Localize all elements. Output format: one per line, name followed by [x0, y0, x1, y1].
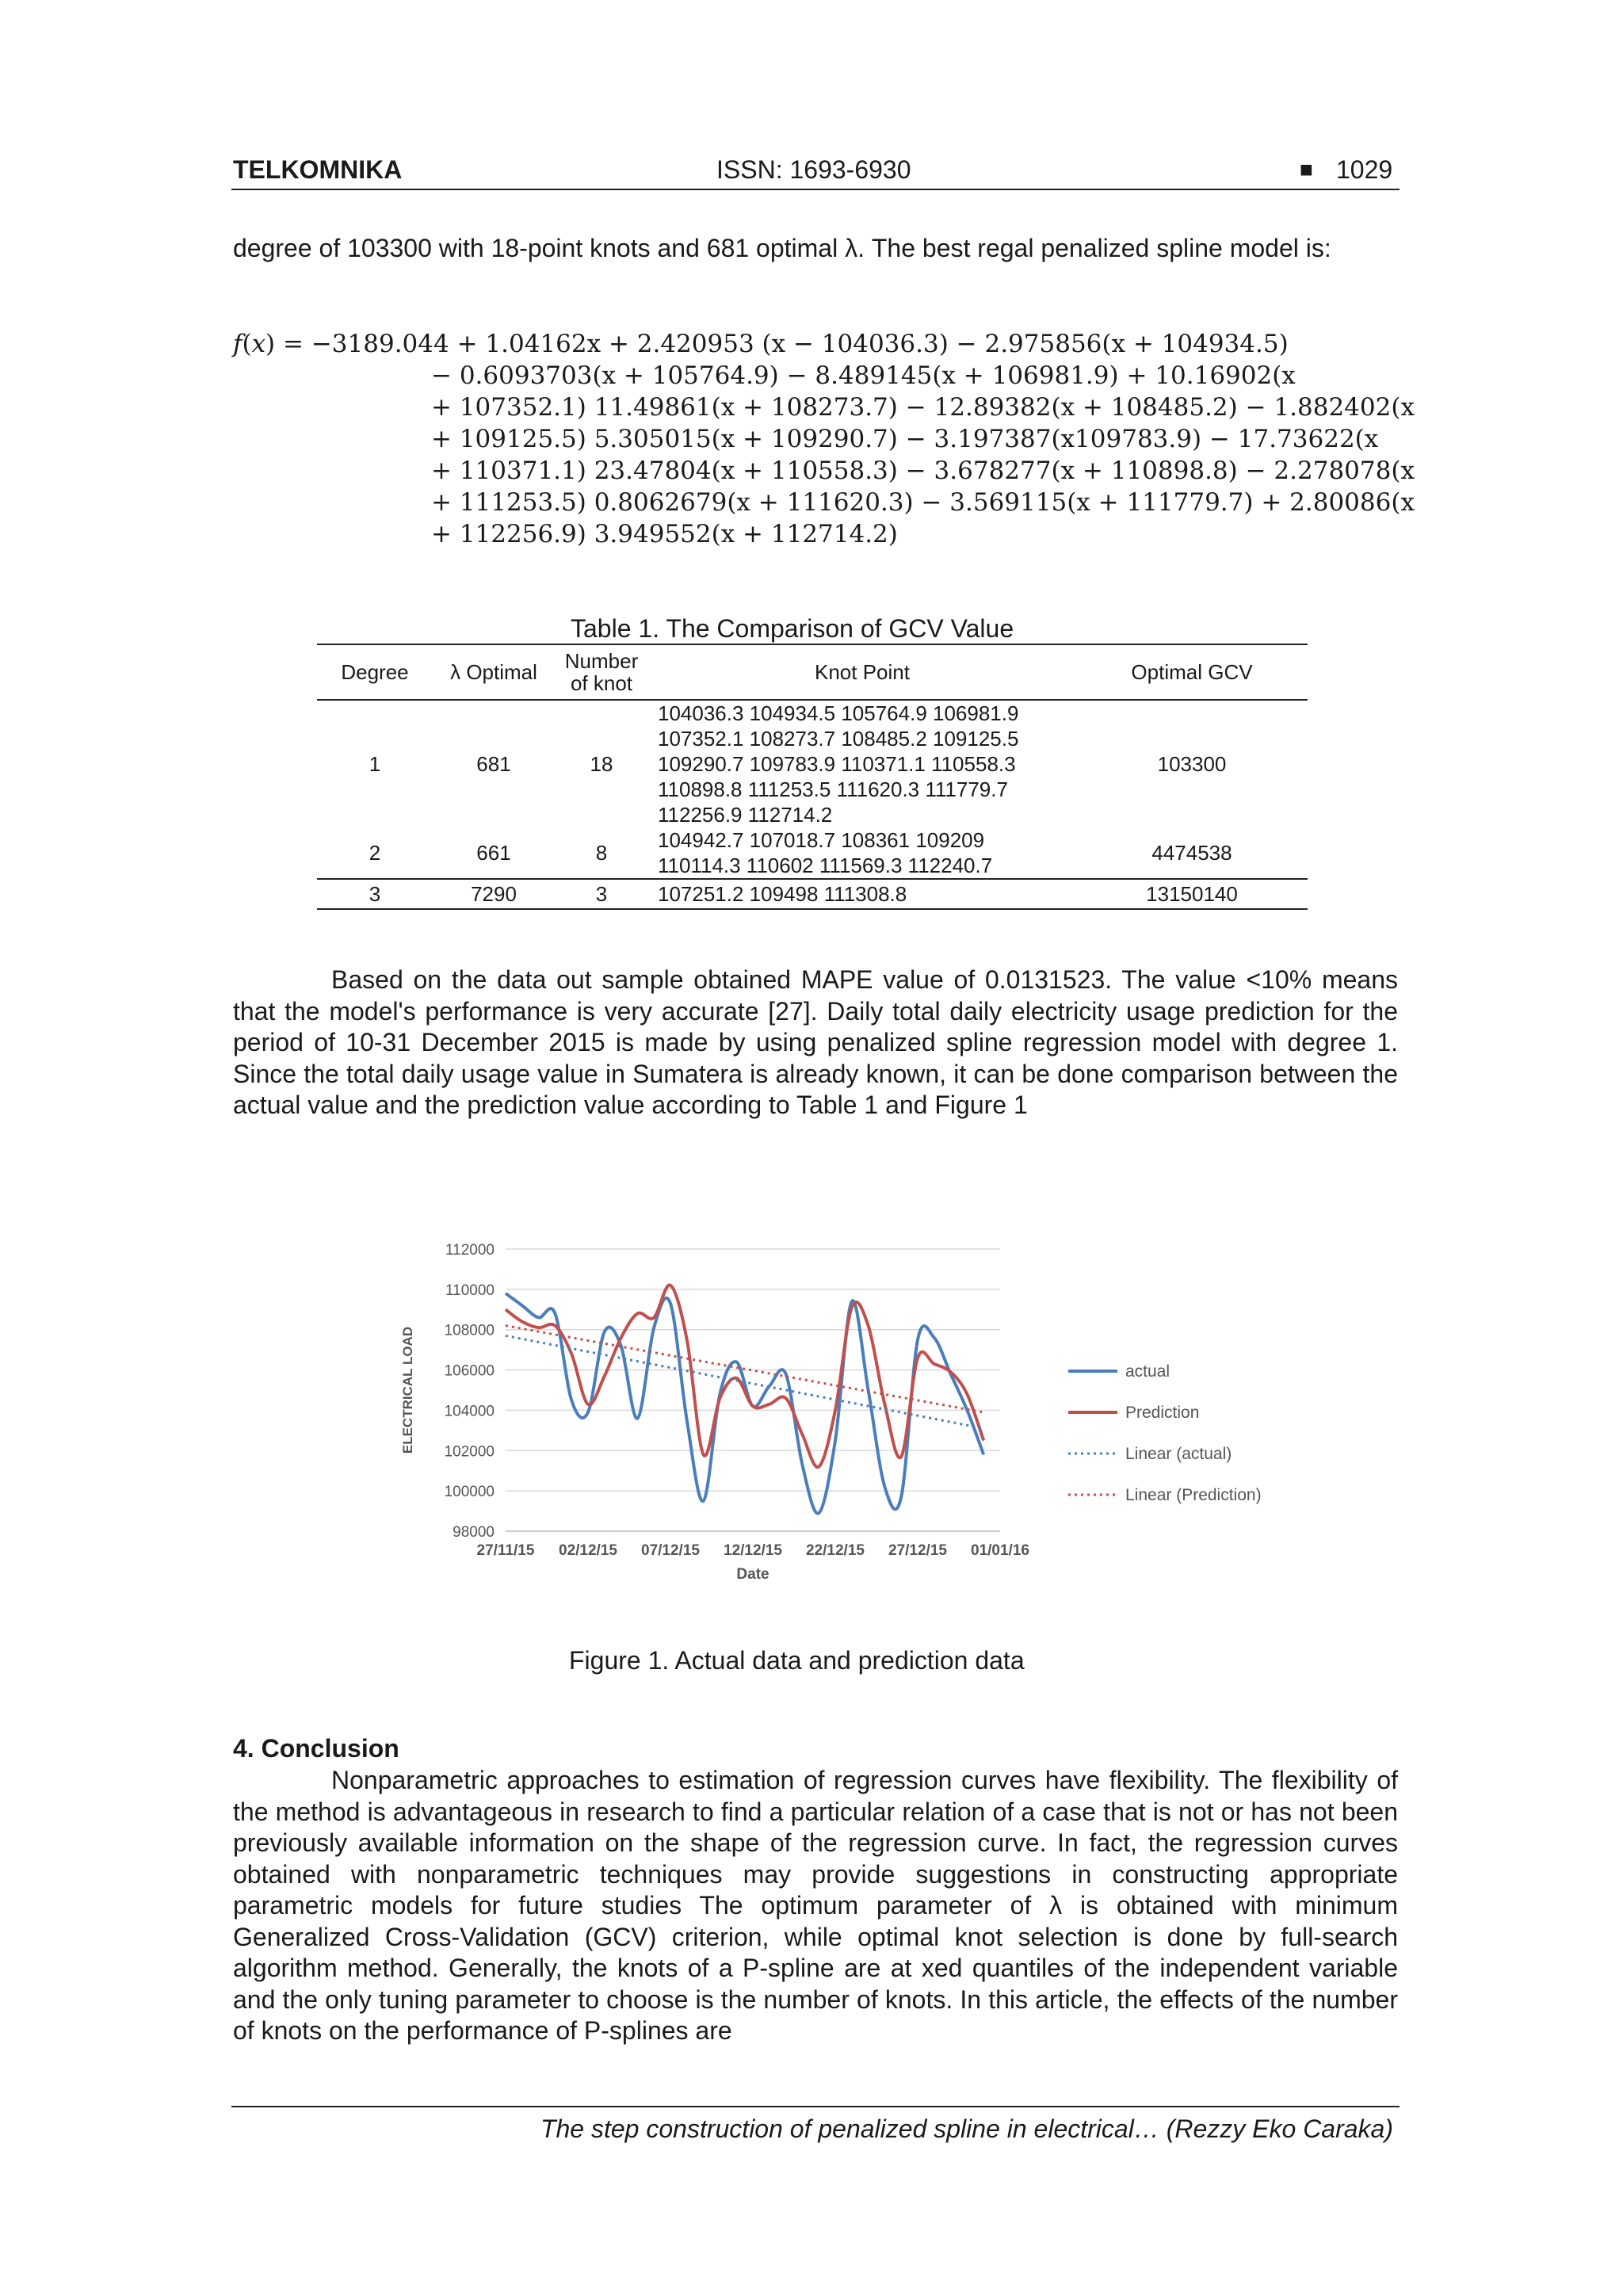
knot-line: 110114.3 110602 111569.3 112240.7: [658, 854, 993, 877]
y-tick-label: 110000: [445, 1282, 495, 1299]
table-caption: Table 1. The Comparison of GCV Value: [571, 614, 1014, 643]
running-footer: The step construction of penalized spline in electrical… (Rezzy Eko Caraka): [540, 2115, 1393, 2143]
cell-knot-points: [648, 827, 1076, 879]
knot-line: 107352.1 108273.7 108485.2 109125.5: [658, 727, 1019, 751]
series-line-actual: [506, 1293, 983, 1514]
knot-line: 110898.8 111253.5 111620.3 111779.7: [658, 777, 1008, 801]
equation-line: + 112256.9) 3.949552(x + 112714.2): [431, 520, 898, 548]
legend-label: Prediction: [1125, 1404, 1200, 1422]
journal-name: TELKOMNIKA: [233, 155, 403, 184]
figure-1-chart: [388, 1228, 1292, 1593]
cell-lambda: 681: [476, 751, 511, 776]
cell-lambda: 7290: [433, 879, 555, 909]
header-lambda: λ Optimal: [433, 644, 555, 700]
y-tick-label: 102000: [444, 1443, 495, 1461]
cell-gcv: 13150140: [1076, 879, 1308, 909]
legend-label: actual: [1125, 1362, 1170, 1381]
header-knots-count: Number of knot: [555, 644, 648, 700]
table-row: [317, 827, 1308, 879]
x-tick-label: 22/12/15: [806, 1542, 865, 1559]
x-axis-label: Date: [736, 1566, 769, 1583]
results-paragraph: Based on the data out sample obtained MAPE value of 0.0131523. The value <10% means that the model's performance is very accurate [27]. Daily total daily electricity usage prediction for the period of 10-31 December 2015 is made by using penalized spline regression model with degree 1. Since the total daily usage value in Sumatera is already known, it can be done comparison between the actual value and the prediction value according to Table 1 and Figure 1: [233, 965, 1398, 1119]
cell-knot-points: [648, 879, 1076, 909]
cell-knots-count: 18: [590, 751, 613, 776]
page-marker-icon: ■: [1300, 157, 1313, 181]
x-tick-label: 12/12/15: [724, 1542, 782, 1559]
x-tick-label: 01/01/16: [971, 1542, 1029, 1559]
knot-line: 112256.9 112714.2: [658, 803, 833, 827]
knot-line: 109290.7 109783.9 110371.1 110558.3: [658, 752, 1016, 776]
figure-caption: Figure 1. Actual data and prediction data: [569, 1646, 1025, 1675]
legend-label: Linear (actual): [1125, 1445, 1232, 1463]
equation-line: + 109125.5) 5.305015(x + 109290.7) − 3.197387(x109783.9) − 17.73622(x: [431, 425, 1379, 453]
cell-gcv: 4474538: [1151, 840, 1232, 865]
x-tick-label: 27/12/15: [888, 1542, 947, 1559]
cell-knot-points: [648, 700, 1076, 827]
cell-gcv: 103300: [1157, 751, 1227, 776]
knot-line: 104942.7 107018.7 108361 109209: [658, 828, 985, 852]
y-tick-label: 112000: [445, 1242, 495, 1259]
table-row: [317, 700, 1308, 827]
cell-knots-count: 8: [595, 840, 608, 865]
footer-rule: [231, 2106, 1400, 2107]
y-tick-label: 100000: [444, 1484, 495, 1501]
cell-knots-count: 3: [555, 879, 648, 909]
x-tick-label: 07/12/15: [641, 1542, 700, 1559]
equation-line: − 0.6093703(x + 105764.9) − 8.489145(x + 106981.9) + 10.16902(x: [431, 361, 1296, 390]
y-tick-label: 106000: [444, 1362, 495, 1380]
page-number: 1029: [1336, 155, 1393, 184]
y-tick-label: 108000: [444, 1322, 495, 1339]
header-gcv: Optimal GCV: [1076, 644, 1308, 700]
cell-lambda: 661: [476, 840, 511, 865]
equation-line: 𝑓(𝑥) = −3189.044 + 1.04162x + 2.420953 (x − 104036.3) − 2.975856(x + 104934.5): [233, 330, 1289, 358]
issn: ISSN: 1693-6930: [716, 155, 911, 184]
cell-degree: 1: [369, 751, 381, 776]
table-row: [317, 879, 1308, 909]
header-rule: [231, 189, 1400, 190]
equation-line: + 107352.1) 11.49861(x + 108273.7) − 12.89382(x + 108485.2) − 1.882402(x: [431, 393, 1415, 422]
knot-line: 107251.2 109498 111308.8: [658, 882, 907, 906]
cell-degree: 2: [369, 840, 381, 865]
conclusion-paragraph: Nonparametric approaches to estimation of regression curves have flexibility. The flexibility of the method is advantageous in research to find a particular relation of a case that is not or has not been previously available information on the shape of the regression curve. In fact, the regression curves obtained with nonparametric techniques may provide suggestions in constructing appropriate parametric models for future studies The optimum parameter of λ is obtained with minimum Generalized Cross-Validation (GCV) criterion, while optimal knot selection is done by full-search algorithm method. Generally, the knots of a P-spline are at xed quantiles of the independent variable and the only tuning parameter to choose is the number of knots. In this article, the effects of the number of knots on the performance of P-splines are: [233, 1766, 1398, 2045]
y-axis-label: ELECTRICAL LOAD: [400, 1326, 415, 1454]
equation-line: + 111253.5) 0.8062679(x + 111620.3) − 3.569115(x + 111779.7) + 2.80086(x: [431, 488, 1415, 517]
intro-paragraph: degree of 103300 with 18-point knots and 681 optimal λ. The best regal penalized spline model is:: [233, 234, 1331, 262]
legend-label: Linear (Prediction): [1125, 1486, 1262, 1504]
line-chart: [388, 1228, 1292, 1593]
knot-line: 104036.3 104934.5 105764.9 106981.9: [658, 701, 1019, 725]
header-degree: Degree: [317, 644, 433, 700]
section-heading: 4. Conclusion: [233, 1734, 399, 1763]
y-tick-label: 104000: [444, 1403, 495, 1420]
cell-degree: 3: [317, 879, 433, 909]
x-tick-label: 27/11/15: [476, 1542, 535, 1559]
y-tick-label: 98000: [453, 1524, 495, 1541]
gcv-table: [317, 644, 1308, 910]
table-header-row: [317, 644, 1308, 700]
x-tick-label: 02/12/15: [559, 1542, 617, 1559]
header-knot-point: Knot Point: [648, 644, 1076, 700]
equation-line: + 110371.1) 23.47804(x + 110558.3) − 3.678277(x + 110898.8) − 2.278078(x: [431, 457, 1415, 485]
